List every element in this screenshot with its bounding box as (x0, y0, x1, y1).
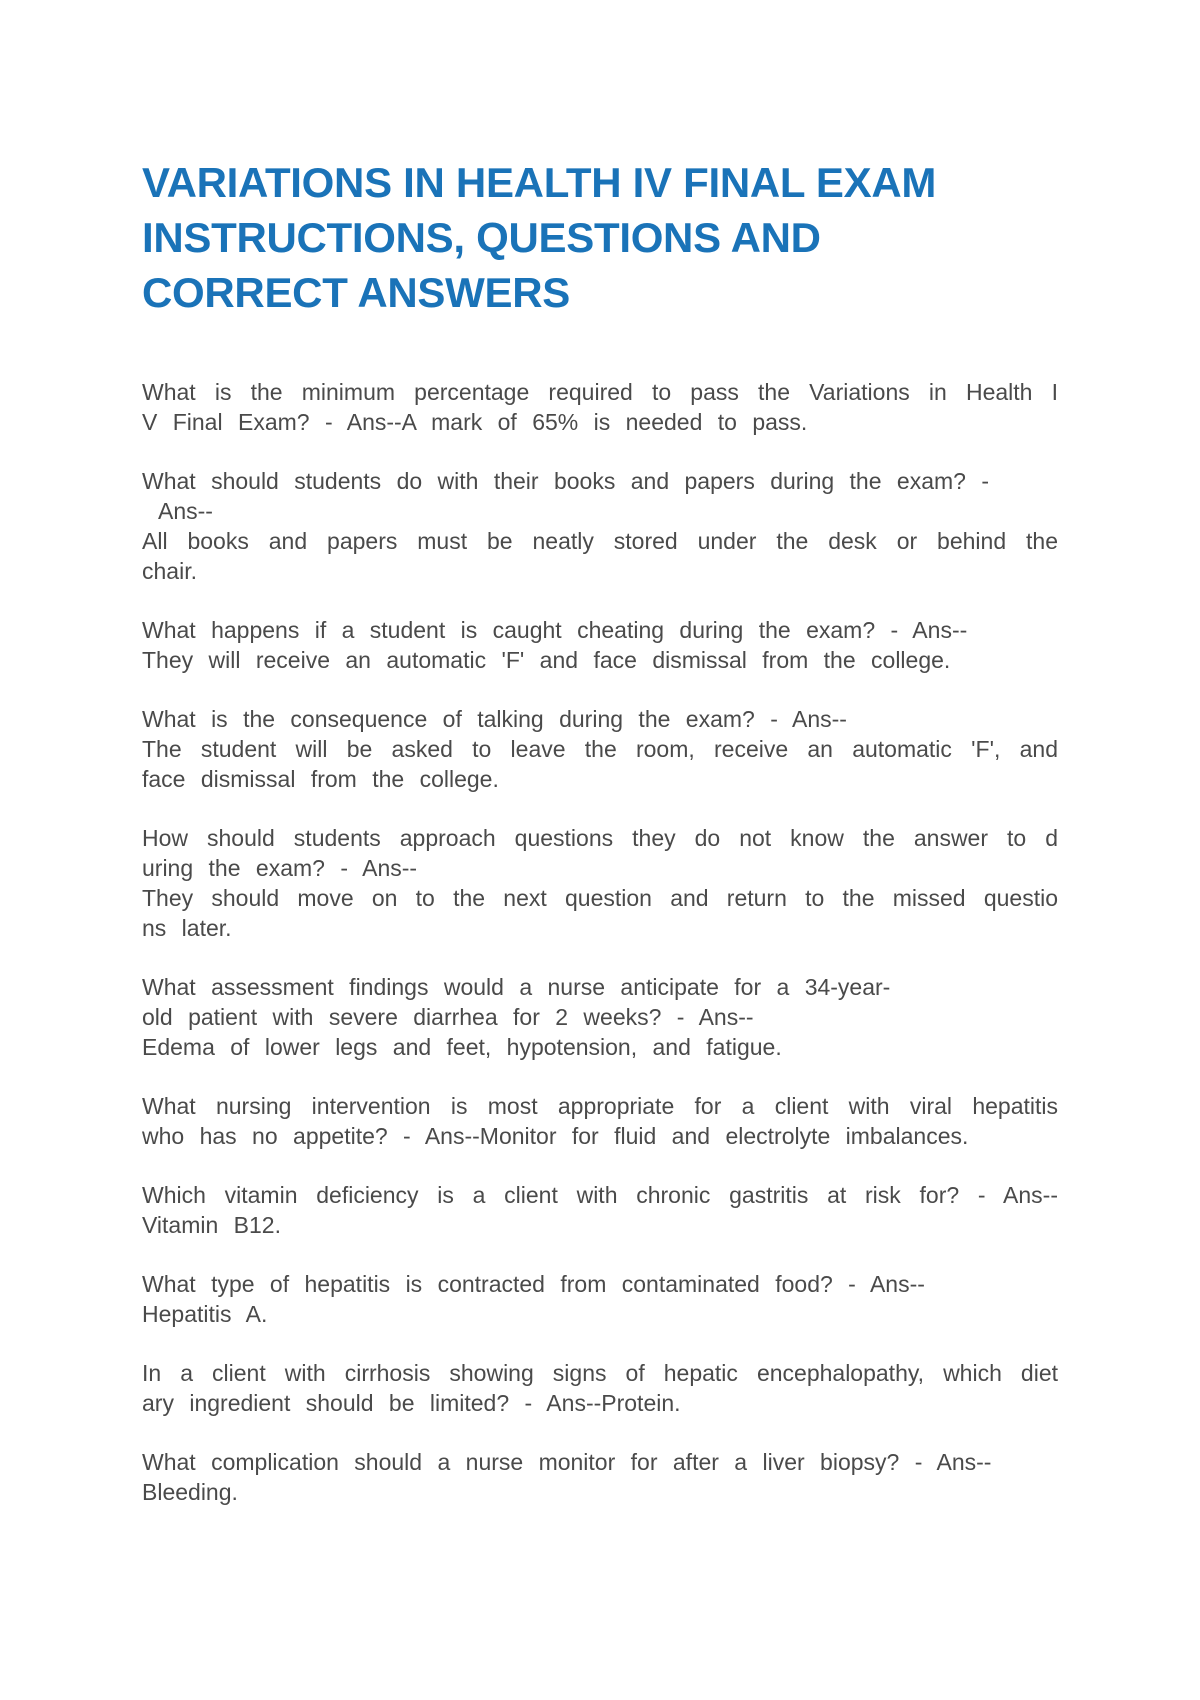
qa-line: face dismissal from the college. (142, 766, 499, 792)
qa-line: What type of hepatitis is contracted from contaminated food? - Ans-- (142, 1271, 925, 1297)
qa-item (142, 704, 1058, 794)
document-page (142, 155, 1058, 1536)
qa-item (142, 972, 1058, 1062)
qa-line: Vitamin B12. (142, 1212, 281, 1238)
title-line: CORRECT ANSWERS (142, 269, 570, 316)
qa-item (142, 1091, 1058, 1151)
qa-line: uring the exam? - Ans-- (142, 855, 418, 881)
qa-line: old patient with severe diarrhea for 2 weeks? - Ans-- (142, 1004, 754, 1030)
qa-line: What complication should a nurse monitor for after a liver biopsy? - Ans-- (142, 1449, 992, 1475)
title-line: VARIATIONS IN HEALTH IV FINAL EXAM (142, 159, 937, 206)
qa-item (142, 466, 1058, 586)
qa-line: who has no appetite? - Ans--Monitor for fluid and electrolyte imbalances. (142, 1123, 969, 1149)
qa-line: What nursing intervention is most appropriate for a client with viral hepatitis (142, 1093, 1058, 1119)
title-line: INSTRUCTIONS, QUESTIONS AND (142, 214, 821, 261)
qa-line: All books and papers must be neatly stored under the desk or behind the (142, 528, 1058, 554)
qa-line: They should move on to the next question and return to the missed questio (142, 885, 1058, 911)
qa-line: ary ingredient should be limited? - Ans--Protein. (142, 1390, 681, 1416)
qa-line: They will receive an automatic 'F' and face dismissal from the college. (142, 647, 951, 673)
qa-line: ns later. (142, 915, 232, 941)
qa-line: Hepatitis A. (142, 1301, 268, 1327)
qa-line: What assessment findings would a nurse anticipate for a 34-year- (142, 974, 891, 1000)
qa-item (142, 1447, 1058, 1507)
qa-item (142, 1180, 1058, 1240)
qa-line: Bleeding. (142, 1479, 238, 1505)
qa-line: Edema of lower legs and feet, hypotension, and fatigue. (142, 1034, 782, 1060)
qa-line: What is the minimum percentage required to pass the Variations in Health I (142, 379, 1058, 405)
qa-list (142, 377, 1058, 1507)
qa-item (142, 615, 1058, 675)
qa-item (142, 1358, 1058, 1418)
qa-item (142, 1269, 1058, 1329)
qa-line: What should students do with their books and papers during the exam? - (142, 468, 989, 494)
qa-line: What is the consequence of talking during the exam? - Ans-- (142, 706, 847, 732)
qa-line: V Final Exam? - Ans--A mark of 65% is needed to pass. (142, 409, 808, 435)
qa-line: Ans-- (158, 498, 213, 524)
qa-line: In a client with cirrhosis showing signs of hepatic encephalopathy, which diet (142, 1360, 1058, 1386)
qa-line: Which vitamin deficiency is a client with chronic gastritis at risk for? - Ans-- (142, 1182, 1058, 1208)
qa-line: How should students approach questions they do not know the answer to d (142, 825, 1058, 851)
qa-line: chair. (142, 558, 197, 584)
qa-item (142, 823, 1058, 943)
qa-line: What happens if a student is caught cheating during the exam? - Ans-- (142, 617, 968, 643)
qa-item (142, 377, 1058, 437)
document-title (142, 155, 1058, 320)
qa-line: The student will be asked to leave the room, receive an automatic 'F', and (142, 736, 1058, 762)
